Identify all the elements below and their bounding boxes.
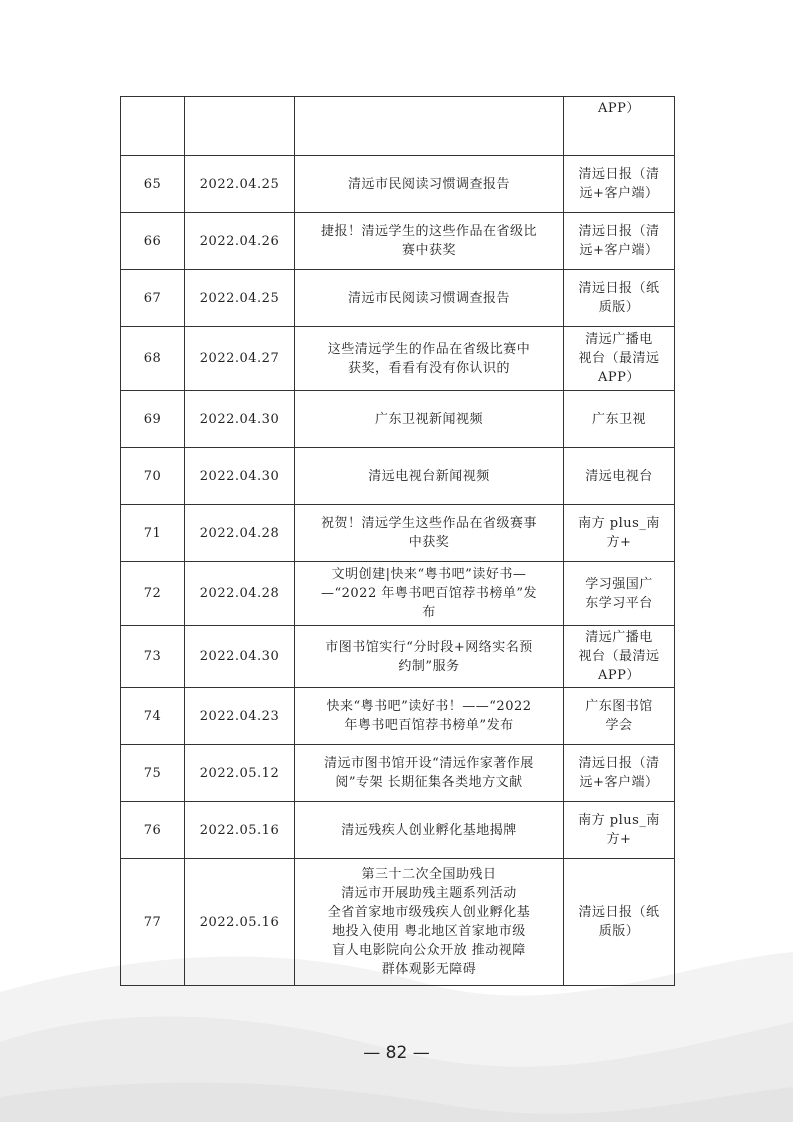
row-source-cell: 清远日报（清 远+客户端） bbox=[564, 745, 675, 802]
row-title-cell: 清远电视台新闻视频 bbox=[295, 448, 564, 505]
row-title-cell bbox=[295, 97, 564, 156]
row-date-cell: 2022.04.27 bbox=[185, 327, 295, 391]
row-date-cell: 2022.04.28 bbox=[185, 505, 295, 562]
row-index-cell: 68 bbox=[121, 327, 185, 391]
table-row bbox=[121, 270, 675, 327]
table-row bbox=[121, 859, 675, 986]
page-number: — 82 — bbox=[363, 1043, 430, 1063]
row-title-cell: 清远市民阅读习惯调查报告 bbox=[295, 156, 564, 213]
row-index-cell: 72 bbox=[121, 562, 185, 626]
row-source-cell: 清远广播电 视台（最清远 APP） bbox=[564, 327, 675, 391]
row-index-cell: 66 bbox=[121, 213, 185, 270]
row-title-cell: 文明创建|快来“粤书吧”读好书— —“2022 年粤书吧百馆荐书榜单”发 布 bbox=[295, 562, 564, 626]
row-date-cell: 2022.04.26 bbox=[185, 213, 295, 270]
table-row bbox=[121, 745, 675, 802]
table-row bbox=[121, 97, 675, 156]
row-title-cell: 清远市图书馆开设“清远作家著作展 阅”专架 长期征集各类地方文献 bbox=[295, 745, 564, 802]
table-row bbox=[121, 802, 675, 859]
row-date-cell: 2022.05.12 bbox=[185, 745, 295, 802]
row-source-cell: 清远广播电 视台（最清远 APP） bbox=[564, 626, 675, 688]
row-date-cell: 2022.04.28 bbox=[185, 562, 295, 626]
row-date-cell: 2022.04.30 bbox=[185, 626, 295, 688]
row-date-cell: 2022.04.30 bbox=[185, 448, 295, 505]
row-title-cell: 广东卫视新闻视频 bbox=[295, 391, 564, 448]
row-title-cell: 捷报！清远学生的这些作品在省级比 赛中获奖 bbox=[295, 213, 564, 270]
row-date-cell: 2022.04.30 bbox=[185, 391, 295, 448]
row-index-cell: 74 bbox=[121, 688, 185, 745]
row-source-cell: 清远日报（清 远+客户端） bbox=[564, 213, 675, 270]
row-index-cell: 76 bbox=[121, 802, 185, 859]
row-title-cell: 快来“粤书吧”读好书！——“2022 年粤书吧百馆荐书榜单”发布 bbox=[295, 688, 564, 745]
row-index-cell: 71 bbox=[121, 505, 185, 562]
row-source-cell: 清远日报（清 远+客户端） bbox=[564, 156, 675, 213]
row-date-cell: 2022.04.25 bbox=[185, 156, 295, 213]
table-row bbox=[121, 448, 675, 505]
row-date-cell: 2022.05.16 bbox=[185, 802, 295, 859]
row-source-cell: 南方 plus_南 方+ bbox=[564, 802, 675, 859]
row-index-cell: 67 bbox=[121, 270, 185, 327]
row-source-cell: 广东卫视 bbox=[564, 391, 675, 448]
table-row bbox=[121, 213, 675, 270]
row-title-cell: 市图书馆实行“分时段+网络实名预 约制”服务 bbox=[295, 626, 564, 688]
table-row bbox=[121, 626, 675, 688]
table-row bbox=[121, 562, 675, 626]
row-source-cell: APP） bbox=[564, 97, 675, 156]
row-index-cell: 70 bbox=[121, 448, 185, 505]
table-row bbox=[121, 505, 675, 562]
row-index-cell bbox=[121, 97, 185, 156]
row-source-cell: 清远电视台 bbox=[564, 448, 675, 505]
row-title-cell: 祝贺！清远学生这些作品在省级赛事 中获奖 bbox=[295, 505, 564, 562]
row-source-cell: 学习强国广 东学习平台 bbox=[564, 562, 675, 626]
row-date-cell: 2022.05.16 bbox=[185, 859, 295, 986]
row-index-cell: 69 bbox=[121, 391, 185, 448]
media-coverage-table bbox=[120, 96, 675, 986]
row-index-cell: 73 bbox=[121, 626, 185, 688]
row-index-cell: 77 bbox=[121, 859, 185, 986]
row-title-cell: 这些清远学生的作品在省级比赛中 获奖，看看有没有你认识的 bbox=[295, 327, 564, 391]
row-source-cell: 清远日报（纸 质版） bbox=[564, 270, 675, 327]
row-title-cell: 清远残疾人创业孵化基地揭牌 bbox=[295, 802, 564, 859]
table-row bbox=[121, 156, 675, 213]
row-source-cell: 广东图书馆 学会 bbox=[564, 688, 675, 745]
table-row bbox=[121, 327, 675, 391]
row-index-cell: 75 bbox=[121, 745, 185, 802]
row-date-cell bbox=[185, 97, 295, 156]
row-source-cell: 南方 plus_南 方+ bbox=[564, 505, 675, 562]
row-source-cell: 清远日报（纸 质版） bbox=[564, 859, 675, 986]
table-row bbox=[121, 391, 675, 448]
row-index-cell: 65 bbox=[121, 156, 185, 213]
row-title-cell: 第三十二次全国助残日 清远市开展助残主题系列活动 全省首家地市级残疾人创业孵化基 地投入使用 粤北地区首家地市级 盲人电影院向公众开放 推动视障 群体观影无障碍 bbox=[295, 859, 564, 986]
row-title-cell: 清远市民阅读习惯调查报告 bbox=[295, 270, 564, 327]
table-row bbox=[121, 688, 675, 745]
row-date-cell: 2022.04.25 bbox=[185, 270, 295, 327]
row-date-cell: 2022.04.23 bbox=[185, 688, 295, 745]
